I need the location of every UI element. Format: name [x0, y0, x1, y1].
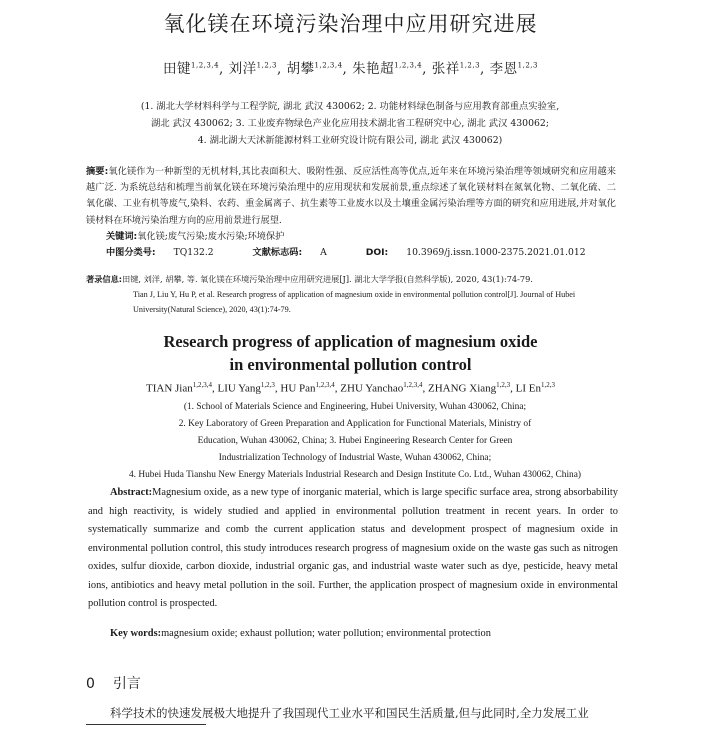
- abstract-text: Magnesium oxide, as a new type of inorganic material, which is large specific surface area, strong absorbability and high reactivity, is widely studied and applied in environmental pollution treatment in recent years. In order to systematically summarize and comb the current application status and development prospect of magnesium oxide in environmental pollution control, this study introduces research progress of magnesium oxide on the waste gas such as nitrogen oxides, sulfur dioxide, carbon dioxide, industrial organic gas, and industrial waste water such as dye, pesticide, heavy metal ions, antibiotics and heavy metal pollution in the soil. Further, the application prospect of magnesium oxide in environmental pollution control is prospected.: [88, 487, 618, 609]
- citation-label: 著录信息:: [86, 274, 123, 284]
- author-affiliation-marks: 1,2,3,4: [315, 381, 335, 389]
- author-name: 张祥: [431, 61, 460, 77]
- chinese-abstract: [86, 164, 616, 229]
- citation-english: Tian J, Liu Y, Hu P, et al. Research progress of application of magnesium oxide in environmental pollution control[J]. Journal of Hubei University(Natural Science), 2020, 43(1):74-79.: [133, 290, 576, 314]
- document-code-label: 文献标志码:: [252, 247, 303, 258]
- footnote-rule: [86, 724, 206, 725]
- english-title: [0, 330, 701, 376]
- section-title: 引言: [112, 676, 141, 692]
- citation-info: [86, 272, 616, 317]
- english-affiliations: [60, 399, 650, 484]
- keywords-label: 关键词:: [106, 231, 138, 242]
- abstract-label: Abstract:: [110, 487, 153, 498]
- author-affiliation-marks: 1,2,3,4: [314, 61, 343, 70]
- author-name: 朱艳超: [352, 61, 395, 77]
- author-name: 田键: [163, 61, 192, 77]
- author-affiliation-marks: 1,2,3,4: [192, 381, 212, 389]
- section-heading: [86, 673, 159, 693]
- author-name: 刘洋: [228, 61, 257, 77]
- doi-value: 10.3969/j.issn.1000-2375.2021.01.012: [406, 247, 586, 258]
- classification-info: [106, 244, 626, 258]
- author-affiliation-marks: 1,2,3,4: [394, 61, 423, 70]
- keywords-text: 氧化镁;废气污染;废水污染;环境保护: [137, 231, 285, 242]
- class-number-label: 中图分类号:: [106, 247, 156, 258]
- author-name: ZHANG Xiang: [428, 382, 497, 395]
- affiliation-line: 4. Hubei Huda Tianshu New Energy Materials Industrial Research and Design Institute Co. Ltd., Wuhan 430062, China): [128, 470, 582, 480]
- author-name: TIAN Jian: [146, 382, 193, 395]
- chinese-keywords: [106, 228, 284, 242]
- author-name: LI En: [515, 382, 541, 395]
- author-affiliation-marks: 1,2,3: [256, 61, 277, 70]
- author-affiliation-marks: 1,2,3: [517, 61, 538, 70]
- affiliation-line: Education, Wuhan 430062, China; 3. Hubei Engineering Research Center for Green: [197, 436, 513, 446]
- class-number-value: TQ132.2: [173, 247, 214, 258]
- affiliation-line: 4. 湖北湖大天沭新能源材料工业研究设计院有限公司, 湖北 武汉 430062): [197, 135, 503, 146]
- chinese-affiliations: [70, 98, 630, 149]
- body-text-line: 科学技术的快速发展极大地提升了我国现代工业水平和国民生活质量,但与此同时,全力发展工业: [110, 706, 589, 720]
- affiliation-line: Industrialization Technology of Industrial Waste, Wuhan 430062, China;: [218, 453, 492, 463]
- english-title-line: in environmental pollution control: [229, 355, 472, 374]
- affiliation-line: 2. Key Laboratory of Green Preparation and Application for Functional Materials, Ministry of: [178, 419, 532, 429]
- author-name: HU Pan: [280, 382, 316, 395]
- chinese-authors: 田键$^{1,2,3,4}$, 刘洋$^{1,2,3}$, 胡攀$^{1,2,3,4}$, 朱艳超$^{1,2,3,4}$, 张祥$^{1,2,3}$, 李恩$^{1,2,3}$: [163, 61, 538, 77]
- section-number: 0: [86, 676, 95, 692]
- author-affiliation-marks: 1,2,3: [541, 381, 555, 389]
- citation-chinese: 田键, 刘洋, 胡攀, 等. 氧化镁在环境污染治理中应用研究进展[J]. 湖北大学学报(自然科学版), 2020, 43(1):74-79.: [122, 274, 533, 284]
- affiliation-line: (1. School of Materials Science and Engineering, Hubei University, Wuhan 430062, China;: [183, 402, 527, 412]
- author-name: 李恩: [489, 61, 518, 77]
- affiliation-line: (1. 湖北大学材料科学与工程学院, 湖北 武汉 430062; 2. 功能材料绿色制备与应用教育部重点实验室,: [140, 101, 560, 112]
- author-affiliation-marks: 1,2,3,4: [191, 61, 220, 70]
- english-authors: TIAN Jian$^{1,2,3,4}$, LIU Yang$^{1,2,3}$, HU Pan$^{1,2,3,4}$, ZHU Yanchao$^{1,2,3,4}$, ZHANG Xiang$^{1,2,3}$, LI En$^{1,2,3}$: [146, 381, 555, 395]
- author-affiliation-marks: 1,2,3,4: [403, 381, 423, 389]
- chinese-title: 氧化镁在环境污染治理中应用研究进展: [163, 12, 538, 36]
- abstract-label: 摘要:: [86, 166, 109, 177]
- english-title-line: Research progress of application of magnesium oxide: [163, 332, 538, 351]
- author-name: ZHU Yanchao: [340, 382, 404, 395]
- document-code-value: A: [320, 247, 327, 258]
- abstract-text: 氧化镁作为一种新型的无机材料,其比表面积大、吸附性强、反应活性高等优点,近年来在环境污染治理等领域研究和应用越来越广泛. 为系统总结和梳理当前氧化镁在环境污染治理中的应用现状和发展前景,重点综述了氧化镁材料在氮氧化物、二氧化硫、二氧化碳、工业有机等废气,染料、农药、重金属离子、抗生素等工业废水以及土壤重金属污染治理等方面的研究和应用进展,并对氧化镁材料在环境污染治理方向的应用前景进行展望.: [86, 166, 616, 226]
- affiliation-line: 湖北 武汉 430062; 3. 工业废弃物绿色产业化应用技术湖北省工程研究中心, 湖北 武汉 430062;: [151, 118, 549, 129]
- keywords-label: Key words:: [110, 628, 162, 639]
- doi-label: DOI:: [365, 247, 389, 258]
- english-keywords: [110, 628, 491, 639]
- author-affiliation-marks: 1,2,3: [459, 61, 481, 70]
- author-affiliation-marks: 1,2,3: [260, 381, 275, 389]
- keywords-text: magnesium oxide; exhaust pollution; water pollution; environmental protection: [161, 628, 491, 639]
- author-affiliation-marks: 1,2,3: [496, 381, 511, 389]
- english-abstract: [88, 484, 618, 614]
- author-name: 胡攀: [286, 61, 315, 77]
- author-name: LIU Yang: [217, 382, 261, 395]
